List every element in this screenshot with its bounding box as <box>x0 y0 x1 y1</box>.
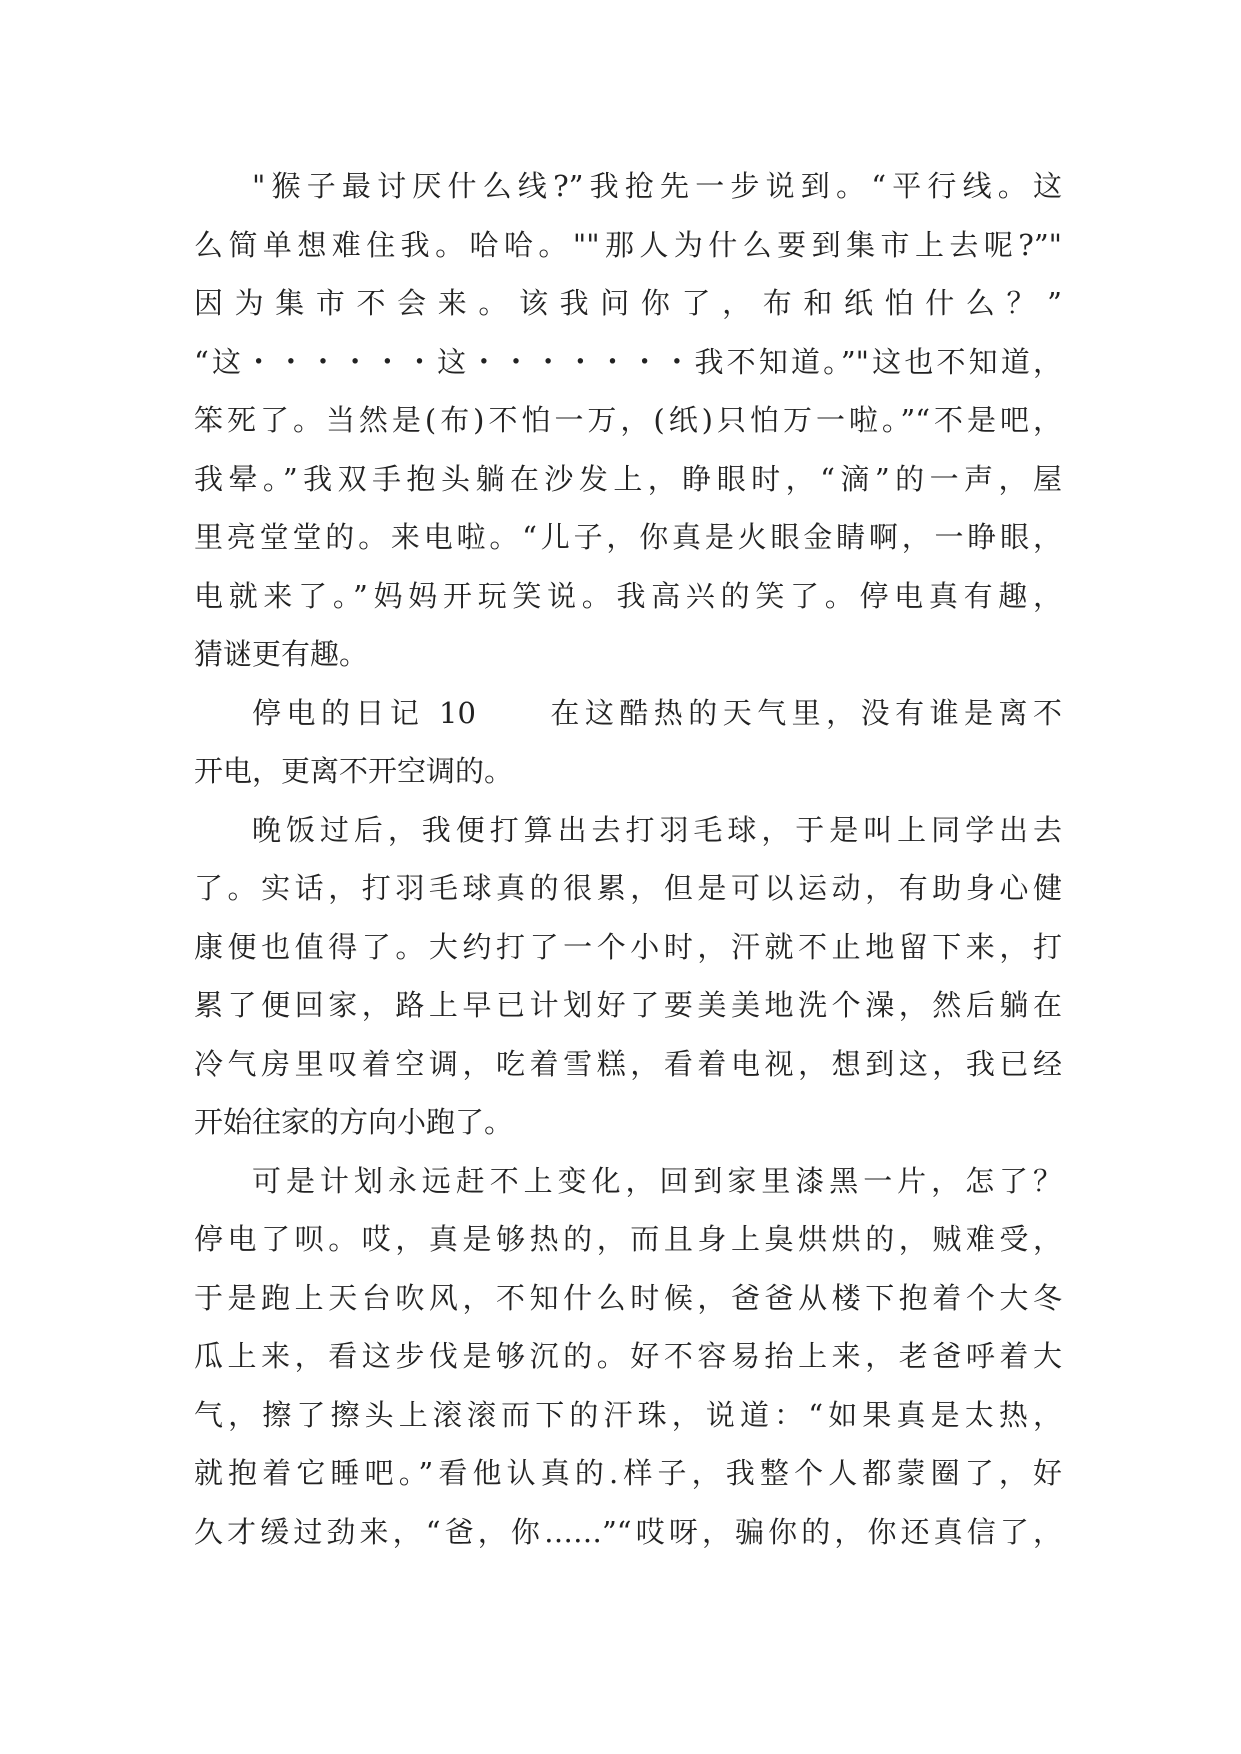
text-line: 开始往家的方向小跑了。 <box>194 1105 514 1139</box>
text-line: 了。实话，打羽毛球真的很累，但是可以运动，有助身心健 <box>194 871 1062 905</box>
text-line: 停电了呗。哎，真是够热的，而且身上臭烘烘的，贼难受， <box>194 1222 1062 1256</box>
text-line: 因 为 集 市 不 会 来 。 该 我 问 你 了 ， 布 和 纸 怕 什 么 ？ ” <box>194 286 1062 320</box>
text-line: 电就来了。”妈妈开玩笑说。我高兴的笑了。停电真有趣， <box>194 578 1062 613</box>
text-line: 停电的日记 10 在这酷热的天气里，没有谁是离不 <box>252 695 1062 730</box>
text-line: 就抱着它睡吧。”看他认真的.样子，我整个人都蒙圈了，好 <box>194 1456 1062 1490</box>
text-line: 于是跑上天台吹风，不知什么时候，爸爸从楼下抱着个大冬 <box>194 1280 1062 1315</box>
document-body <box>194 157 1062 1561</box>
text-line: 么简单想难住我。哈哈。""那人为什么要到集市上去呢?”" <box>194 227 1062 262</box>
text-line: 猜谜更有趣。 <box>194 637 369 671</box>
text-line: 可是计划永远赶不上变化，回到家里漆黑一片，怎了？ <box>252 1163 1062 1198</box>
text-line: 开电，更离不开空调的。 <box>194 754 514 788</box>
text-line: 康便也值得了。大约打了一个小时，汗就不止地留下来，打 <box>194 929 1062 964</box>
text-line: 久才缓过劲来，“爸，你……”“哎呀，骗你的，你还真信了， <box>194 1514 1062 1549</box>
text-line: 晚饭过后，我便打算出去打羽毛球，于是叫上同学出去 <box>252 812 1062 847</box>
text-line: 冷气房里叹着空调，吃着雪糕，看着电视，想到这，我已经 <box>194 1046 1062 1081</box>
text-line: 我晕。”我双手抱头躺在沙发上，睁眼时，“滴”的一声，屋 <box>194 461 1062 496</box>
text-line: 累了便回家，路上早已计划好了要美美地洗个澡，然后躺在 <box>194 988 1062 1022</box>
text-line: 笨死了。当然是(布)不怕一万，(纸)只怕万一啦。”“不是吧， <box>194 403 1062 437</box>
text-line: "猴子最讨厌什么线?”我抢先一步说到。“平行线。这 <box>252 169 1062 203</box>
text-line: 气，擦了擦头上滚滚而下的汗珠，说道：“如果真是太热， <box>194 1397 1062 1432</box>
text-line: 里亮堂堂的。来电啦。“儿子，你真是火眼金睛啊，一睁眼， <box>194 520 1062 554</box>
text-line: “这・・・・・・这・・・・・・・我不知道。”"这也不知道， <box>194 344 1062 379</box>
text-line: 瓜上来，看这步伐是够沉的。好不容易抬上来，老爸呼着大 <box>194 1339 1062 1373</box>
